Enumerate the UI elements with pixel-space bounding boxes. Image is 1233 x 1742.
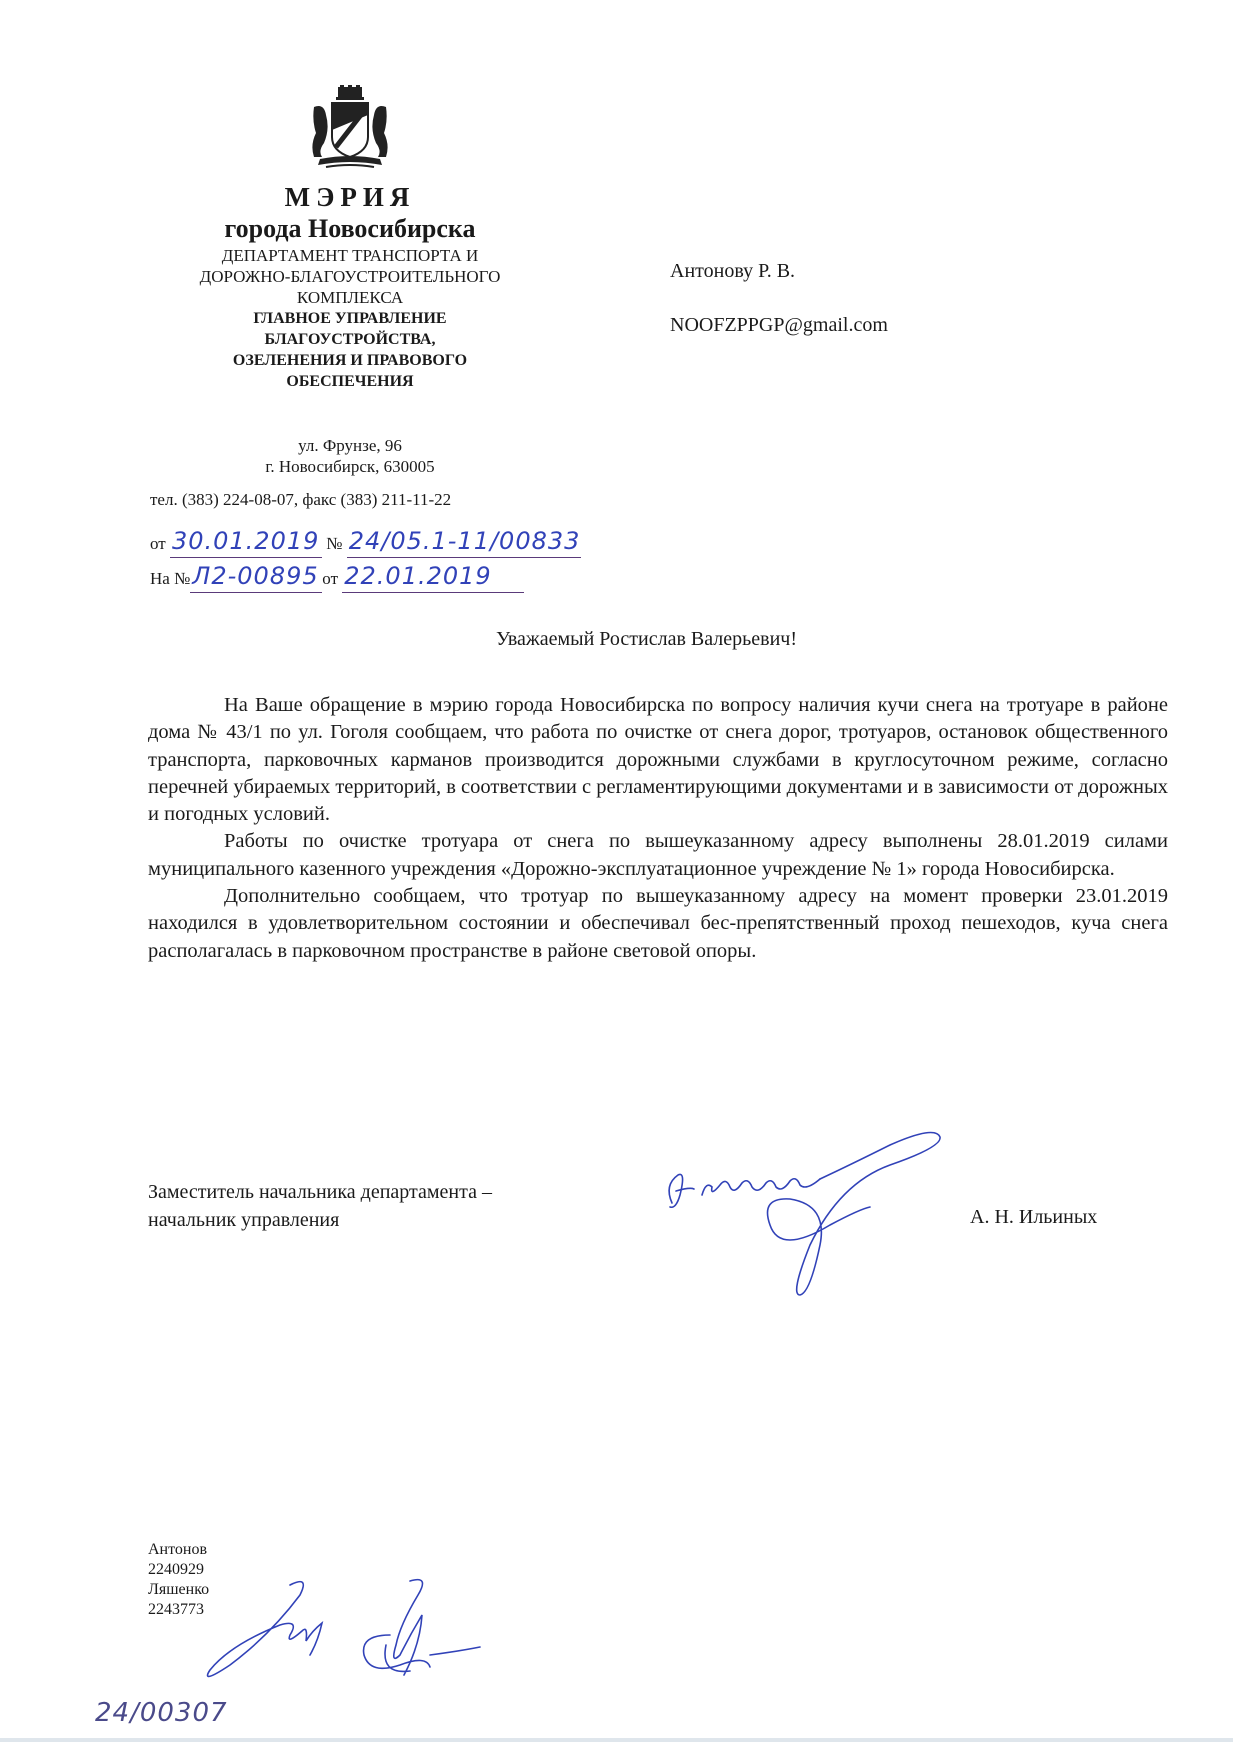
recipient-block: [670, 257, 888, 339]
outgoing-date: 30.01.2019: [171, 527, 320, 555]
number-label: №: [326, 534, 343, 553]
recipient-name: Антонову Р. В.: [670, 260, 796, 282]
reply-number: Л2-00895: [192, 562, 319, 590]
letterhead: [140, 85, 560, 392]
outgoing-registration: [150, 528, 581, 558]
reply-date: 22.01.2019: [344, 562, 492, 590]
body-paragraph: Работы по очистке тротуара от снега по вышеуказанному адресу выполнены 28.01.2019 силами муниципального казенного учреждения «Дорожно-эксплуатационное учреждение № 1» города Новосибирска.: [148, 830, 1168, 880]
management-line: ОБЕСПЕЧЕНИЯ: [286, 373, 414, 390]
org-city: города Новосибирска: [224, 214, 476, 243]
phone-fax: тел. (383) 224-08-07, факс (383) 211-11-22: [150, 490, 452, 509]
body-paragraph: На Ваше обращение в мэрию города Новосибирска по вопросу наличия кучи снега на тротуаре в районе дома № 43/1 по ул. Гоголя сообщаем, что работа по очистке от снега дорог, тротуаров, остановок общественного транспорта, парковочных карманов производится дорожными службами в круглосуточном режиме, согласно перечней убираемых территорий, в соответствии с регламентирующими документами и в зависимости от дорожных и погодных условий.: [148, 694, 1168, 826]
department-line: ДОРОЖНО-БЛАГОУСТРОИТЕЛЬНОГО: [199, 267, 501, 286]
executor-phone: 2240929: [148, 1561, 204, 1578]
org-address: [140, 435, 560, 477]
city-postcode: г. Новосибирск, 630005: [265, 457, 435, 476]
executor-phone: 2243773: [148, 1601, 204, 1618]
signatory-title-line: начальник управления: [148, 1209, 340, 1231]
signatory-name: А. Н. Ильиных: [970, 1206, 1098, 1228]
executor-name: Антонов: [148, 1541, 208, 1558]
outgoing-number: 24/05.1-11/00833: [348, 527, 581, 555]
street-address: ул. Фрунзе, 96: [298, 436, 402, 455]
reply-label: На №: [150, 569, 191, 588]
letter-body: [148, 692, 1168, 965]
management-line: ОЗЕЛЕНЕНИЯ И ПРАВОВОГО: [232, 352, 468, 369]
signatory-title: [148, 1178, 492, 1234]
body-paragraph: Дополнительно сообщаем, что тротуар по вышеуказанному адресу на момент проверки 23.01.2019 находился в удовлетворительном состоянии и обеспечивал бес-препятственный проход пешеходов, куча снега располагалась в парковочном пространстве в районе световой опоры.: [148, 885, 1168, 962]
reply-number-field: [190, 563, 322, 593]
department-line: КОМПЛЕКСА: [296, 288, 404, 307]
scan-edge: [0, 1738, 1233, 1742]
management-line: ГЛАВНОЕ УПРАВЛЕНИЕ: [253, 310, 447, 327]
approval-signatures-icon: [190, 1575, 490, 1695]
department-line: ДЕПАРТАМЕНТ ТРАНСПОРТА И: [221, 246, 479, 265]
signatory-title-line: Заместитель начальника департамента –: [148, 1181, 492, 1203]
outgoing-date-field: [170, 528, 322, 558]
reply-from-label: от: [322, 569, 339, 588]
outgoing-number-field: [347, 528, 581, 558]
from-label: от: [150, 534, 166, 553]
coat-of-arms-icon: [300, 85, 400, 175]
reply-registration: [150, 563, 524, 593]
recipient-email: NOOFZPPGP@gmail.com: [670, 314, 888, 336]
org-name: МЭРИЯ: [284, 182, 416, 212]
greeting: Уважаемый Ростислав Валерьевич!: [495, 628, 798, 650]
reply-date-field: [342, 563, 524, 593]
incoming-registration-mark: 24/00307: [95, 1698, 228, 1728]
management-line: БЛАГОУСТРОЙСТВА,: [264, 331, 436, 348]
executor-name: Ляшенко: [148, 1581, 210, 1598]
